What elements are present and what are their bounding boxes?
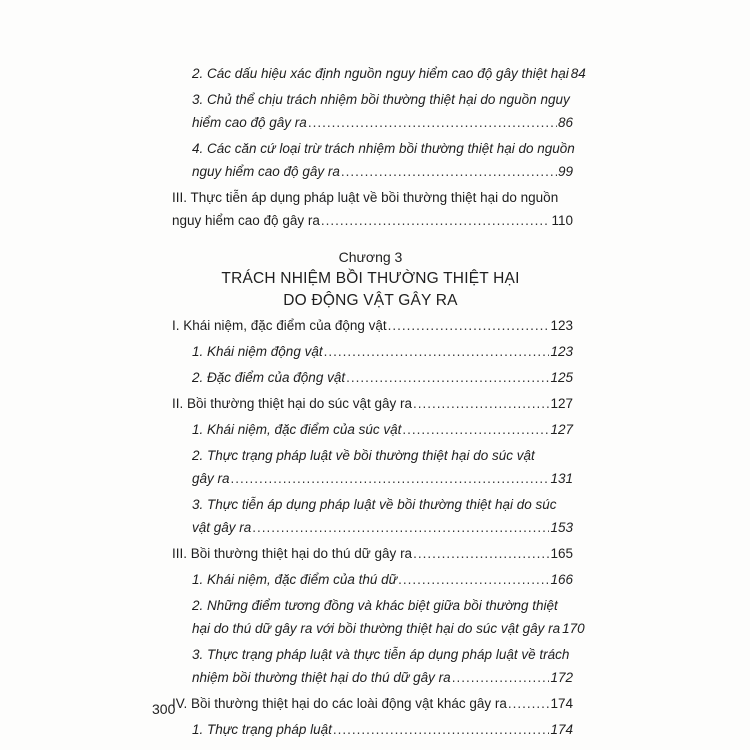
toc-entry <box>168 418 573 441</box>
toc-entry-text: 2. Đặc điểm của động vật <box>192 370 346 385</box>
toc-entry <box>168 542 573 565</box>
toc-page-number: 170 <box>562 621 585 636</box>
toc-page-number: 172 <box>550 670 573 685</box>
toc-page-number: 127 <box>550 396 573 411</box>
toc-entry <box>168 62 586 85</box>
toc-page-number: 127 <box>550 422 573 437</box>
toc-entry-text: 3. Thực trạng pháp luật và thực tiễn áp dụng pháp luật về trách <box>192 647 570 662</box>
toc-entry <box>168 88 573 134</box>
dot-leader <box>346 366 549 389</box>
toc-entry-text: I. Khái niệm, đặc điểm của động vật <box>172 318 387 333</box>
toc-entry <box>168 340 573 363</box>
dot-leader <box>231 467 550 490</box>
dot-leader <box>333 718 550 741</box>
table-of-contents <box>168 62 586 744</box>
toc-page-number: 153 <box>550 520 573 535</box>
chapter-heading <box>168 246 573 312</box>
toc-page-number: 166 <box>550 572 573 587</box>
toc-entry <box>168 137 573 183</box>
toc-entry-text: nhiệm bồi thường thiệt hại do thú dữ gây ra <box>192 670 451 685</box>
chapter-title-line-1: TRÁCH NHIỆM BỒI THƯỜNG THIỆT HẠI <box>221 270 520 287</box>
toc-page-number: 99 <box>557 164 573 179</box>
toc-entry <box>168 643 573 689</box>
toc-entry-text: 1. Khái niệm, đặc điểm của thú dữ <box>192 572 398 587</box>
toc-entry-text: II. Bồi thường thiệt hại do súc vật gây ra <box>172 396 413 411</box>
toc-page-number: 123 <box>550 318 573 333</box>
toc-entry <box>168 594 585 640</box>
toc-page-number: 125 <box>550 370 573 385</box>
toc-entry <box>168 314 573 337</box>
toc-entry-text: 2. Các dấu hiệu xác định nguồn nguy hiểm cao độ gây thiệt hại <box>192 66 569 81</box>
toc-entry-text: 1. Khái niệm động vật <box>192 344 323 359</box>
page-number: 300 <box>152 701 176 717</box>
dot-leader <box>324 340 550 363</box>
toc-entry-text: 1. Khái niệm, đặc điểm của súc vật <box>192 422 402 437</box>
toc-section-before <box>168 62 586 232</box>
dot-leader <box>252 516 549 539</box>
dot-leader <box>308 111 557 134</box>
toc-entry <box>168 692 573 715</box>
toc-entry-text: 3. Chủ thể chịu trách nhiệm bồi thường thiệt hại do nguồn nguy <box>192 92 570 107</box>
toc-page-number: 84 <box>570 66 586 81</box>
chapter-number: Chương 3 <box>338 249 403 265</box>
dot-leader <box>341 160 557 183</box>
toc-page-number: 110 <box>551 213 573 228</box>
toc-entry-text: 1. Thực trạng pháp luật <box>192 722 332 737</box>
dot-leader <box>388 314 550 337</box>
toc-entry-text: hiểm cao độ gây ra <box>192 115 307 130</box>
toc-entry-text: 4. Các căn cứ loại trừ trách nhiệm bồi thường thiệt hại do nguồn <box>192 141 575 156</box>
toc-entry <box>168 493 573 539</box>
toc-page-number: 123 <box>550 344 573 359</box>
dot-leader <box>413 392 549 415</box>
toc-entry-text: hại do thú dữ gây ra với bồi thường thiệt hại do súc vật gây ra <box>192 621 561 636</box>
dot-leader <box>402 418 549 441</box>
dot-leader <box>413 542 549 565</box>
toc-entry-text: III. Bồi thường thiệt hại do thú dữ gây ra <box>172 546 413 561</box>
toc-entry <box>168 444 573 490</box>
toc-entry-text: vật gây ra <box>192 520 252 535</box>
toc-entry-text: gây ra <box>192 471 230 486</box>
toc-page-number: 174 <box>550 722 573 737</box>
toc-entry <box>168 392 573 415</box>
toc-entry-text: nguy hiểm cao độ gây ra <box>192 164 340 179</box>
toc-entry <box>168 366 573 389</box>
dot-leader <box>452 666 550 689</box>
toc-entry-text: IV. Bồi thường thiệt hại do các loài động vật khác gây ra <box>172 696 507 711</box>
toc-page-number: 165 <box>550 546 573 561</box>
dot-leader <box>321 209 551 232</box>
toc-entry <box>168 186 573 232</box>
toc-section-after <box>168 314 585 741</box>
toc-page-number: 174 <box>550 696 573 711</box>
toc-entry-text: III. Thực tiễn áp dụng pháp luật về bồi thường thiệt hại do nguồn <box>172 190 559 205</box>
toc-entry-text: 2. Thực trạng pháp luật về bồi thường thiệt hại do súc vật <box>192 448 535 463</box>
toc-entry-text: 2. Những điểm tương đồng và khác biệt giữa bồi thường thiệt <box>192 598 558 613</box>
toc-entry-text: 3. Thực tiễn áp dụng pháp luật về bồi thường thiệt hại do súc <box>192 497 557 512</box>
toc-page-number: 131 <box>550 471 573 486</box>
toc-entry <box>168 568 573 591</box>
toc-page-number: 86 <box>557 115 573 130</box>
dot-leader <box>508 692 550 715</box>
toc-entry <box>168 718 573 741</box>
toc-entry-text: nguy hiểm cao độ gây ra <box>172 213 320 228</box>
dot-leader <box>398 568 549 591</box>
chapter-title-line-2: DO ĐỘNG VẬT GÂY RA <box>283 292 458 309</box>
